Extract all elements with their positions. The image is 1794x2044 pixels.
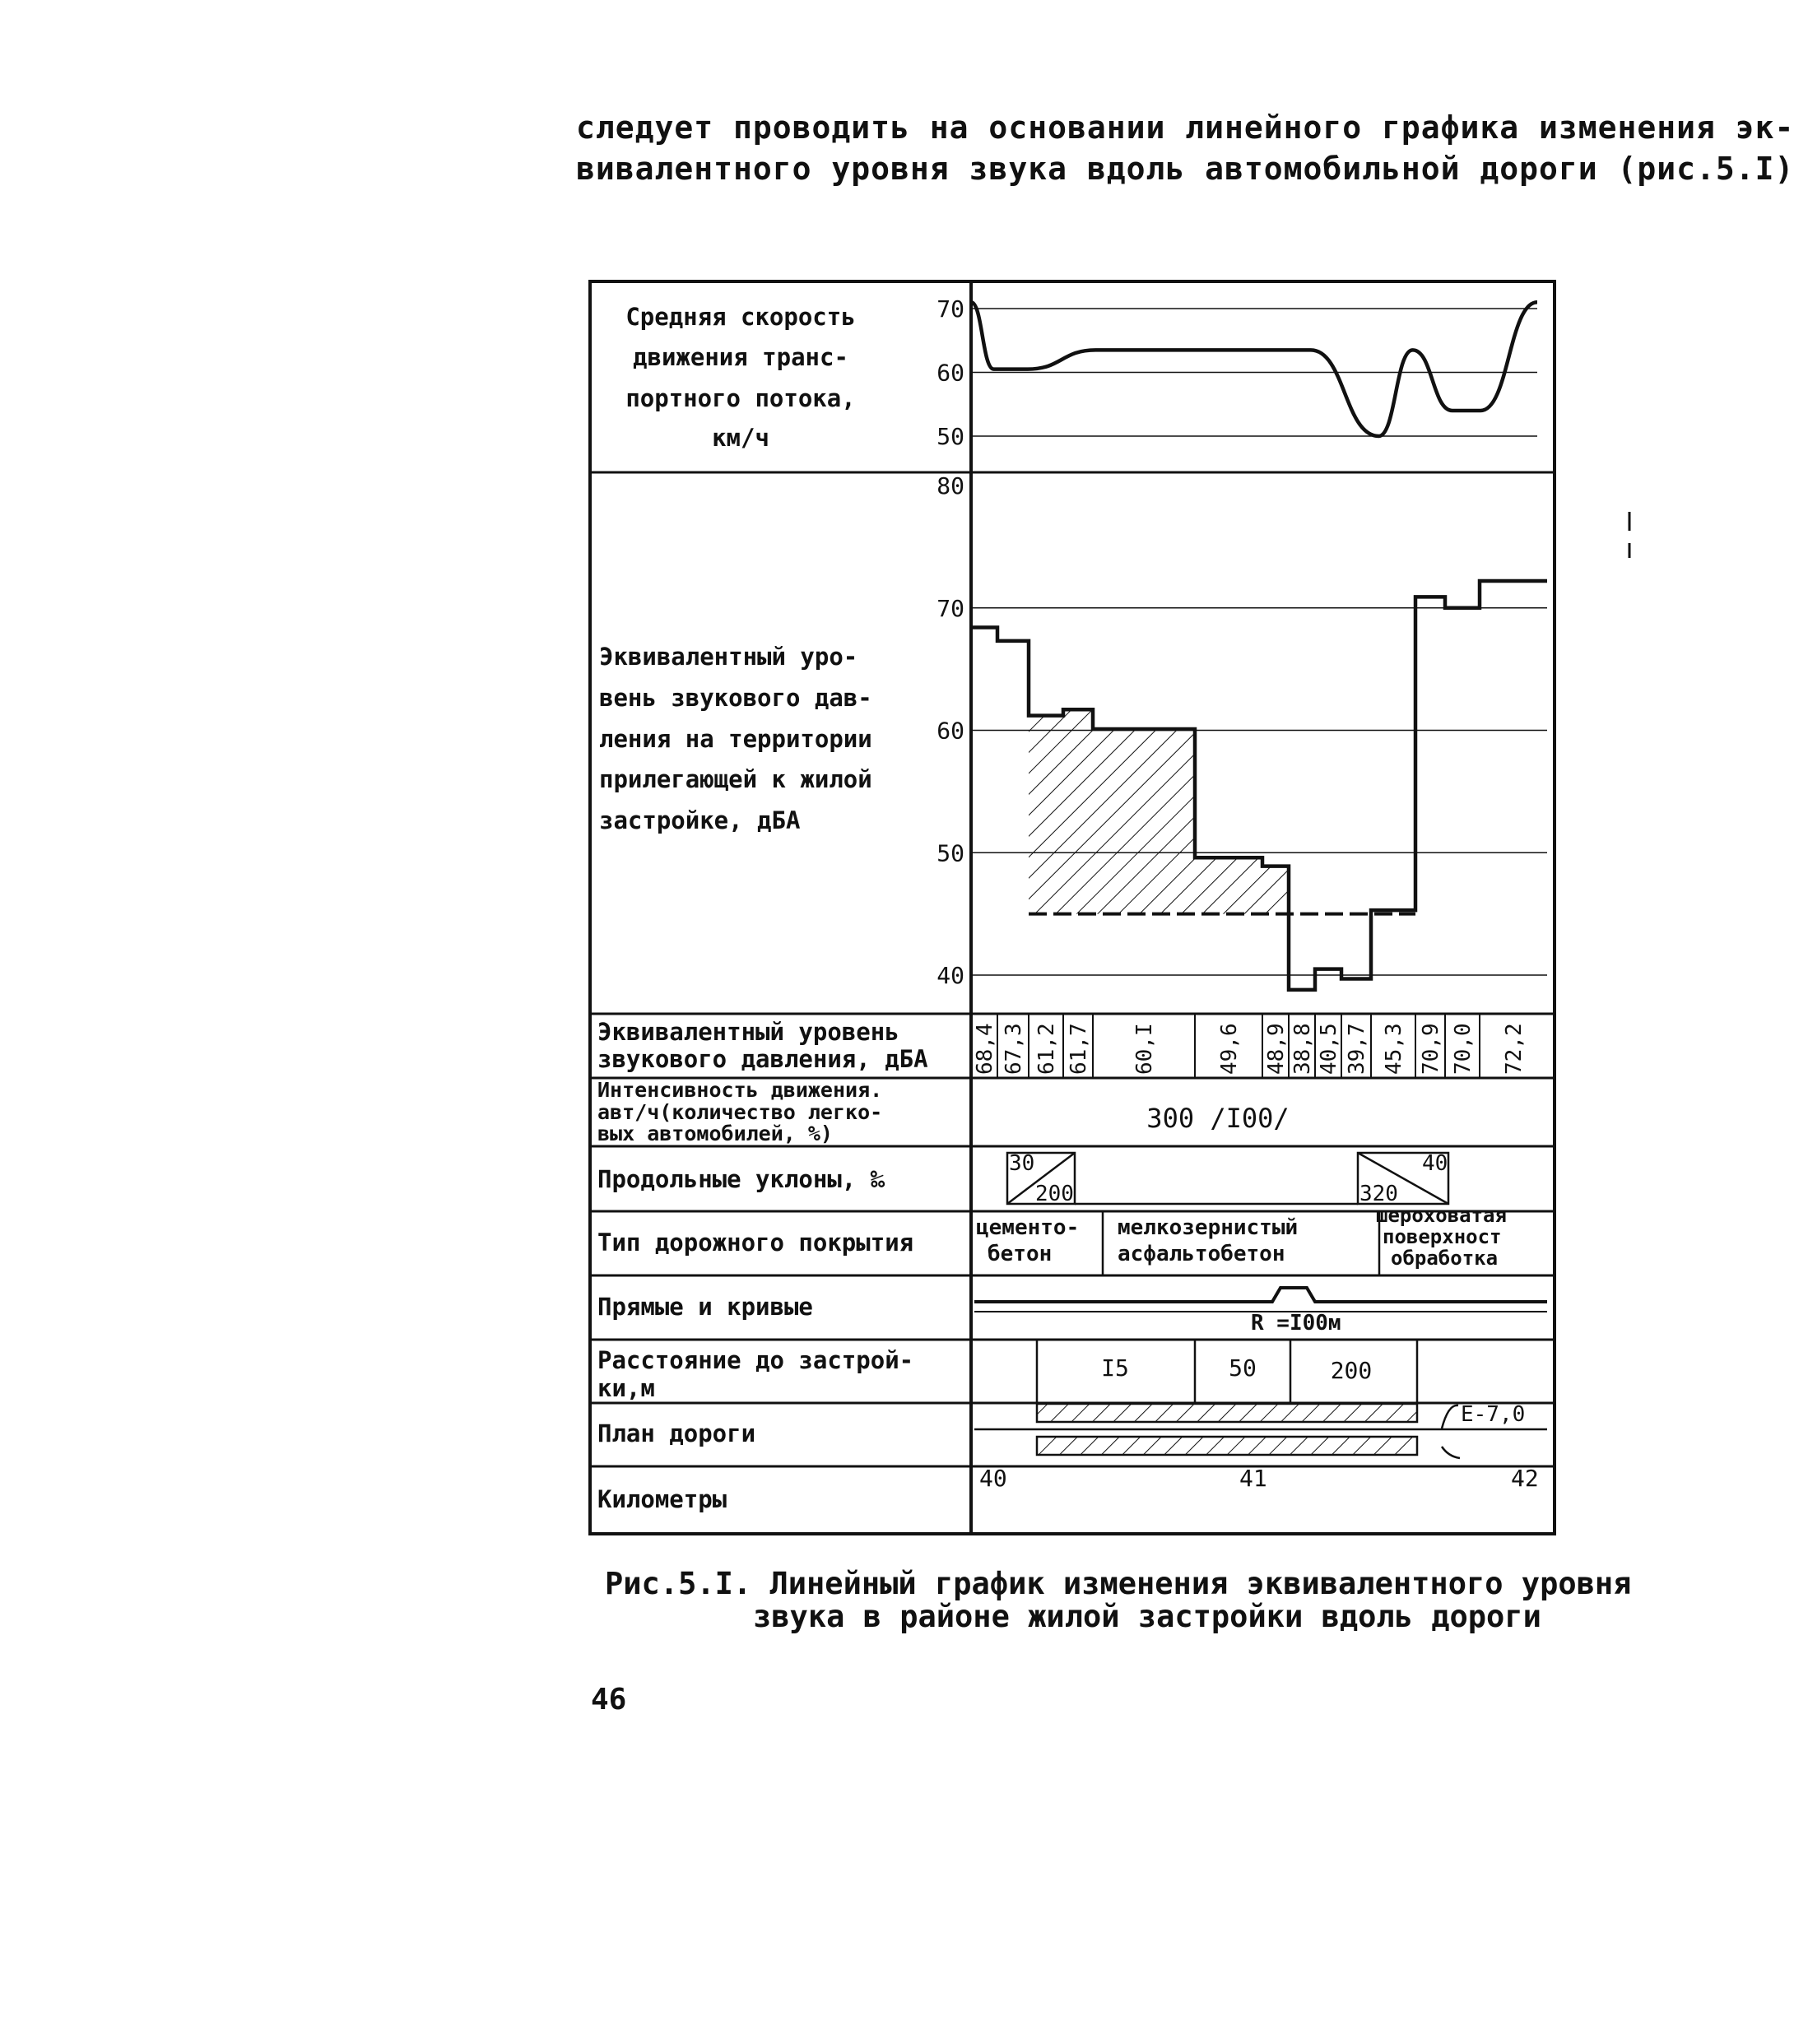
intensity-label-line: вых автомобилей, %) [597,1122,833,1145]
leq-tick-label: 70 [937,594,964,622]
leq-label-line: застройке, дБА [599,806,801,834]
intensity-label [597,1078,882,1145]
surface-2-line: мелкозернистый [1118,1215,1299,1240]
km-value: 41 [1239,1465,1267,1492]
intro-line-2: вивалентного уровня звука вдоль автомобильной дороги (рис.5.I) [576,151,1794,187]
slope-a-top: 30 [1009,1151,1035,1176]
leq-values-label-line: звукового давления, дБА [597,1045,928,1073]
speed-tick-label: 60 [937,359,964,387]
slope-b-top: 40 [1422,1151,1448,1176]
curves-label: Прямые и кривые [597,1293,813,1321]
surface-1-line: бетон [988,1242,1053,1266]
leq-value: 61,7 [1067,1023,1091,1075]
plan-strip-top [1037,1404,1417,1422]
leq-value: 45,3 [1382,1023,1406,1075]
km-value: 40 [979,1465,1007,1492]
leq-tick-label: 50 [937,839,964,867]
leq-value: 39,7 [1345,1023,1369,1075]
distance-values [1101,1354,1372,1384]
speed-chart [937,295,1537,450]
leq-tick-label: 60 [937,717,964,745]
surface-3-line: поверхност [1383,1225,1502,1248]
leq-tick-label: 40 [937,962,964,989]
km-values [979,1465,1539,1492]
leq-label-line: ления на территории [599,725,872,753]
intensity-label-line: Интенсивность движения. [597,1078,883,1102]
speed-tick-label: 50 [937,423,964,450]
curve-line [974,1288,1547,1302]
leq-value: 49,6 [1217,1023,1242,1075]
speed-label-line: портного потока, [625,384,856,412]
intensity-value: 300 /I00/ [1146,1103,1290,1134]
leq-value: 67,3 [1002,1023,1026,1075]
leq-tick-label: 80 [937,472,964,499]
leq-exceedance-area [1029,709,1289,913]
leq-value: 38,8 [1290,1023,1315,1075]
surface-values [976,1204,1507,1270]
speed-label-line: Средняя скорость [625,303,856,331]
km-label: Километры [597,1485,727,1513]
plan-strip-bottom [1037,1437,1417,1455]
leq-value: 72,2 [1502,1023,1527,1075]
leq-value: 40,5 [1317,1023,1341,1075]
intensity-label-line: авт/ч(количество легко- [597,1100,883,1124]
leq-values-row [973,1014,1527,1078]
plan-label: План дороги [597,1419,756,1447]
speed-label [625,303,855,452]
intro-line-1: следует проводить на основании линейного графика изменения эк- [576,109,1794,146]
caption-line-2: звука в районе жилой застройки вдоль дороги [753,1599,1541,1634]
slope-a-bottom: 200 [1035,1182,1074,1206]
plan-symbol [1442,1405,1460,1458]
surface-1-line: цементо- [976,1215,1080,1240]
distance-value: I5 [1101,1354,1129,1382]
leq-value: 61,2 [1034,1023,1059,1075]
speed-tick-label: 70 [937,295,964,323]
leq-label [599,643,872,834]
surface-3-line: обработка [1391,1247,1499,1270]
distance-label-line: ки,м [597,1374,655,1402]
slopes-label: Продольные уклоны, ‰ [597,1165,885,1193]
slope-b-bottom: 320 [1359,1182,1398,1206]
km-value: 42 [1511,1465,1539,1492]
curve-radius: R =I00м [1251,1311,1341,1336]
leq-label-line: Эквивалентный уро- [599,643,858,671]
leq-values-label [597,1018,928,1073]
distance-value: 50 [1229,1354,1257,1382]
surface-2-line: асфальтобетон [1118,1242,1285,1266]
leq-label-line: прилегающей к жилой [599,765,872,793]
curves-row [974,1288,1547,1312]
leq-values-label-line: Эквивалентный уровень [597,1018,899,1046]
speed-label-line: движения транс- [633,343,848,371]
plan-mark: Е-7,0 [1461,1402,1526,1427]
leq-value: 70,9 [1419,1023,1443,1075]
leq-label-line: вень звукового дав- [599,684,872,712]
distance-label-line: Расстояние до застрой- [597,1346,914,1374]
distance-label [597,1346,913,1402]
surface-label: Тип дорожного покрытия [597,1229,914,1257]
surface-3-line: шероховатая [1376,1204,1507,1227]
speed-series-line [971,302,1537,436]
distance-value: 200 [1330,1357,1373,1384]
figure-caption [605,1568,1631,1633]
speed-label-line: км/ч [712,424,769,452]
caption-line-1: Рис.5.I. Линейный график изменения эквивалентного уровня [605,1566,1632,1601]
leq-value: 48,9 [1264,1023,1289,1075]
leq-value: 70,0 [1451,1023,1476,1075]
leq-value: 68,4 [973,1023,997,1075]
leq-chart [937,472,1547,990]
page-number: 46 [591,1683,627,1716]
leq-value: 60,I [1132,1023,1157,1075]
